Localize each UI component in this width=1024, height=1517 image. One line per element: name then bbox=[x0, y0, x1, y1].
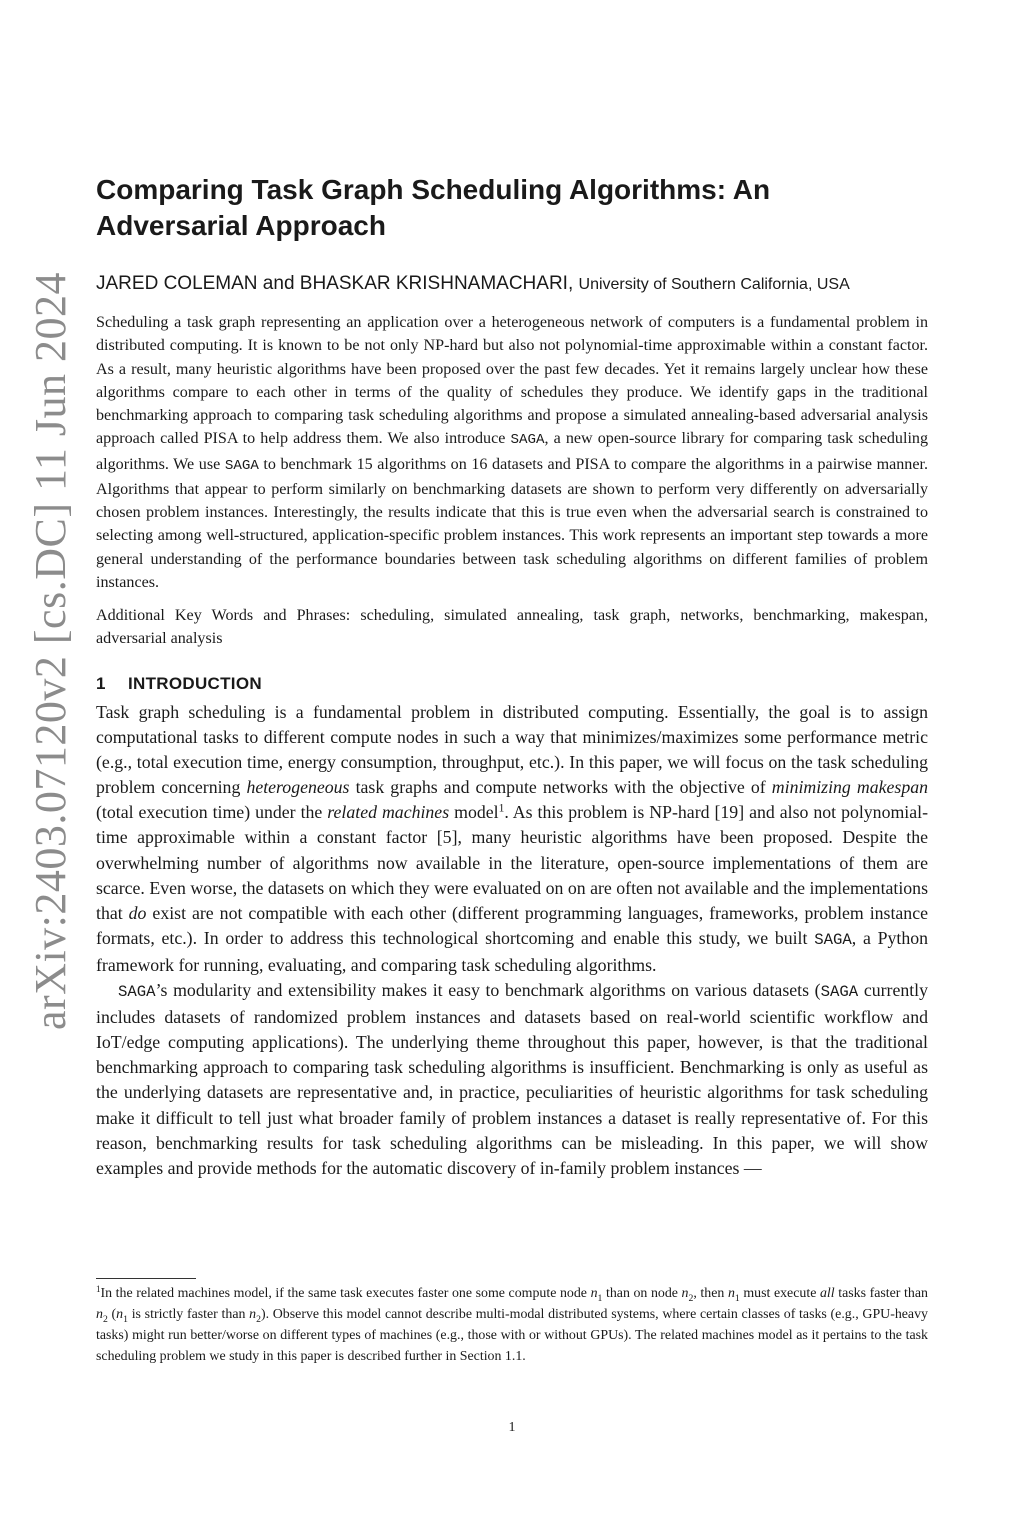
author-line bbox=[96, 272, 928, 297]
paper-title: Comparing Task Graph Scheduling Algorithms: An Adversarial Approach bbox=[96, 174, 771, 241]
intro-text: currently includes datasets of randomized problem instances and datasets based on real-world scientific workflow and IoT/edge computing applications). The underlying theme throughout this paper, however, is that the traditional benchmarking approach to comparing task scheduling algorithms is insufficient. Benchmarking is only as useful as the underlying datasets are representative and, in practice, peculiarities of heuristic algorithms for task scheduling make it difficult to tell just what broader family of problem instances a dataset is really representative of. For this reason, benchmarking results for task scheduling algorithms can be misleading. In this paper, we will show examples and provide methods for the automatic discovery of in-family problem instances — bbox=[96, 980, 928, 1178]
footnote-text: ( bbox=[111, 1307, 117, 1322]
var-sub: 2 bbox=[102, 1313, 108, 1325]
intro-text: . As this problem is NP-hard [19] and also not polynomial-time approximable within a constant factor [5], many heuristic algorithms have been proposed. Despite the overwhelming number of algorithms now available in the literature, open-source implementations of them are scarce. Even worse, the datasets on which they were evaluated on on are often not available and the implementations that bbox=[96, 802, 928, 923]
footnote-number: 1 bbox=[96, 1284, 101, 1295]
footnote-text: is strictly faster than bbox=[131, 1307, 246, 1322]
intro-text: model bbox=[454, 802, 499, 823]
var-n: n bbox=[727, 1286, 735, 1301]
section-title: INTRODUCTION bbox=[128, 674, 262, 693]
intro-text: task graphs and compute networks with the objective of bbox=[355, 777, 766, 798]
arxiv-identifier: arXiv:2403.07120v2 [cs.DC] 11 Jun 2024 bbox=[26, 272, 75, 1030]
footnote bbox=[96, 1283, 928, 1367]
saga-name: SAGA bbox=[510, 432, 545, 449]
intro-text: (total execution time) under the bbox=[96, 802, 323, 823]
intro-emphasis: minimizing makespan bbox=[771, 777, 929, 798]
intro-text: ’s modularity and extensibility makes it easy to benchmark algorithms on various datasets ( bbox=[155, 980, 821, 1001]
author-names: JARED COLEMAN and BHASKAR KRISHNAMACHARI, bbox=[96, 273, 574, 294]
footnote-divider bbox=[96, 1278, 196, 1279]
saga-name: SAGA bbox=[224, 457, 259, 474]
saga-name: SAGA bbox=[814, 930, 852, 949]
footnote-text: ). Observe this model cannot describe multi-modal distributed systems, where certain classes of tasks (e.g., GPU-heavy tasks) might run better/worse on different types of machines (e.g., those with or without GPUs). The related machines model as it pertains to the task scheduling problem we study in this paper is described further in Section 1.1. bbox=[96, 1307, 928, 1364]
var-n: n bbox=[96, 1307, 103, 1322]
footnote-text: , then bbox=[693, 1286, 725, 1301]
paper-body bbox=[96, 172, 928, 1181]
abstract-text-2: , a new open-source library for comparing task scheduling algorithms. We use bbox=[96, 430, 929, 473]
var-sub: 2 bbox=[688, 1292, 694, 1304]
var-sub: 1 bbox=[123, 1313, 128, 1325]
footnote-text: must execute bbox=[743, 1286, 817, 1301]
intro-paragraph-1 bbox=[96, 700, 928, 978]
intro-text: , a Python framework for running, evaluating, and comparing task scheduling algorithms. bbox=[96, 927, 929, 975]
intro-emphasis: do bbox=[128, 902, 147, 923]
keywords: Additional Key Words and Phrases: scheduling, simulated annealing, task graph, networks, benchmarking, makespan, adversarial analysis bbox=[96, 607, 928, 647]
footnote-marker: 1 bbox=[498, 802, 505, 816]
abstract-text-1: Scheduling a task graph representing an application over a heterogeneous network of computers is a fundamental problem in distributed computing. It is known to be not only NP-hard but also not polynomial-time approximable within a constant factor. As a result, many heuristic algorithms have been proposed over the past few decades. Yet it remains largely unclear how these algorithms compare to each other in terms of the quality of schedules they produce. We identify gaps in the traditional benchmarking approach to comparing task scheduling algorithms and propose a simulated annealing-based adversarial analysis approach called PISA to help address them. We also introduce bbox=[96, 314, 928, 448]
section-heading bbox=[96, 672, 928, 696]
intro-text: exist are not compatible with each other (different programming languages, frameworks, problem instance formats, etc.). In order to address this technological shortcoming and enable this study, we built bbox=[96, 902, 928, 948]
author-affiliation: University of Southern California, USA bbox=[578, 276, 850, 293]
intro-emphasis: related machines bbox=[327, 802, 450, 823]
intro-emphasis: heterogeneous bbox=[246, 777, 350, 798]
footnote-text: In the related machines model, if the same task executes faster one some compute node bbox=[100, 1286, 587, 1301]
intro-paragraph-2 bbox=[96, 978, 928, 1181]
var-sub: 1 bbox=[734, 1292, 740, 1304]
saga-name: SAGA bbox=[820, 983, 859, 1002]
var-n: n bbox=[681, 1286, 689, 1301]
var-sub: 2 bbox=[256, 1313, 261, 1325]
section-number: 1 bbox=[96, 674, 106, 693]
var-n: n bbox=[590, 1286, 598, 1301]
footnote-text: than on node bbox=[605, 1286, 678, 1301]
abstract-text-3: to benchmark 15 algorithms on 16 datasets and PISA to compare the algorithms in a pairwise manner. Algorithms that appear to perform similarly on benchmarking datasets are shown to perform very differently on adversarially chosen problem instances. Interestingly, the results indicate that this is true even when the adversarial search is constrained to selecting among well-structured, application-specific problem instances. This work represents an important step towards a more general understanding of the performance boundaries between task scheduling algorithms on different families of problem instances. bbox=[96, 455, 928, 591]
intro-text: Task graph scheduling is a fundamental problem in distributed computing. Essentially, the goal is to assign computational tasks to different compute nodes in such a way that minimizes/maximizes some performance metric (e.g., total execution time, energy consumption, throughput, etc.). In this paper, we will focus on the task scheduling problem concerning bbox=[96, 702, 928, 798]
saga-name: SAGA bbox=[118, 983, 156, 1002]
abstract bbox=[96, 311, 928, 594]
page-number: 1 bbox=[508, 1420, 516, 1435]
footnote-emphasis: all bbox=[819, 1286, 835, 1301]
footnote-text: tasks faster than bbox=[838, 1286, 928, 1301]
var-sub: 1 bbox=[597, 1292, 603, 1304]
var-n: n bbox=[249, 1307, 257, 1322]
var-n: n bbox=[116, 1307, 124, 1322]
